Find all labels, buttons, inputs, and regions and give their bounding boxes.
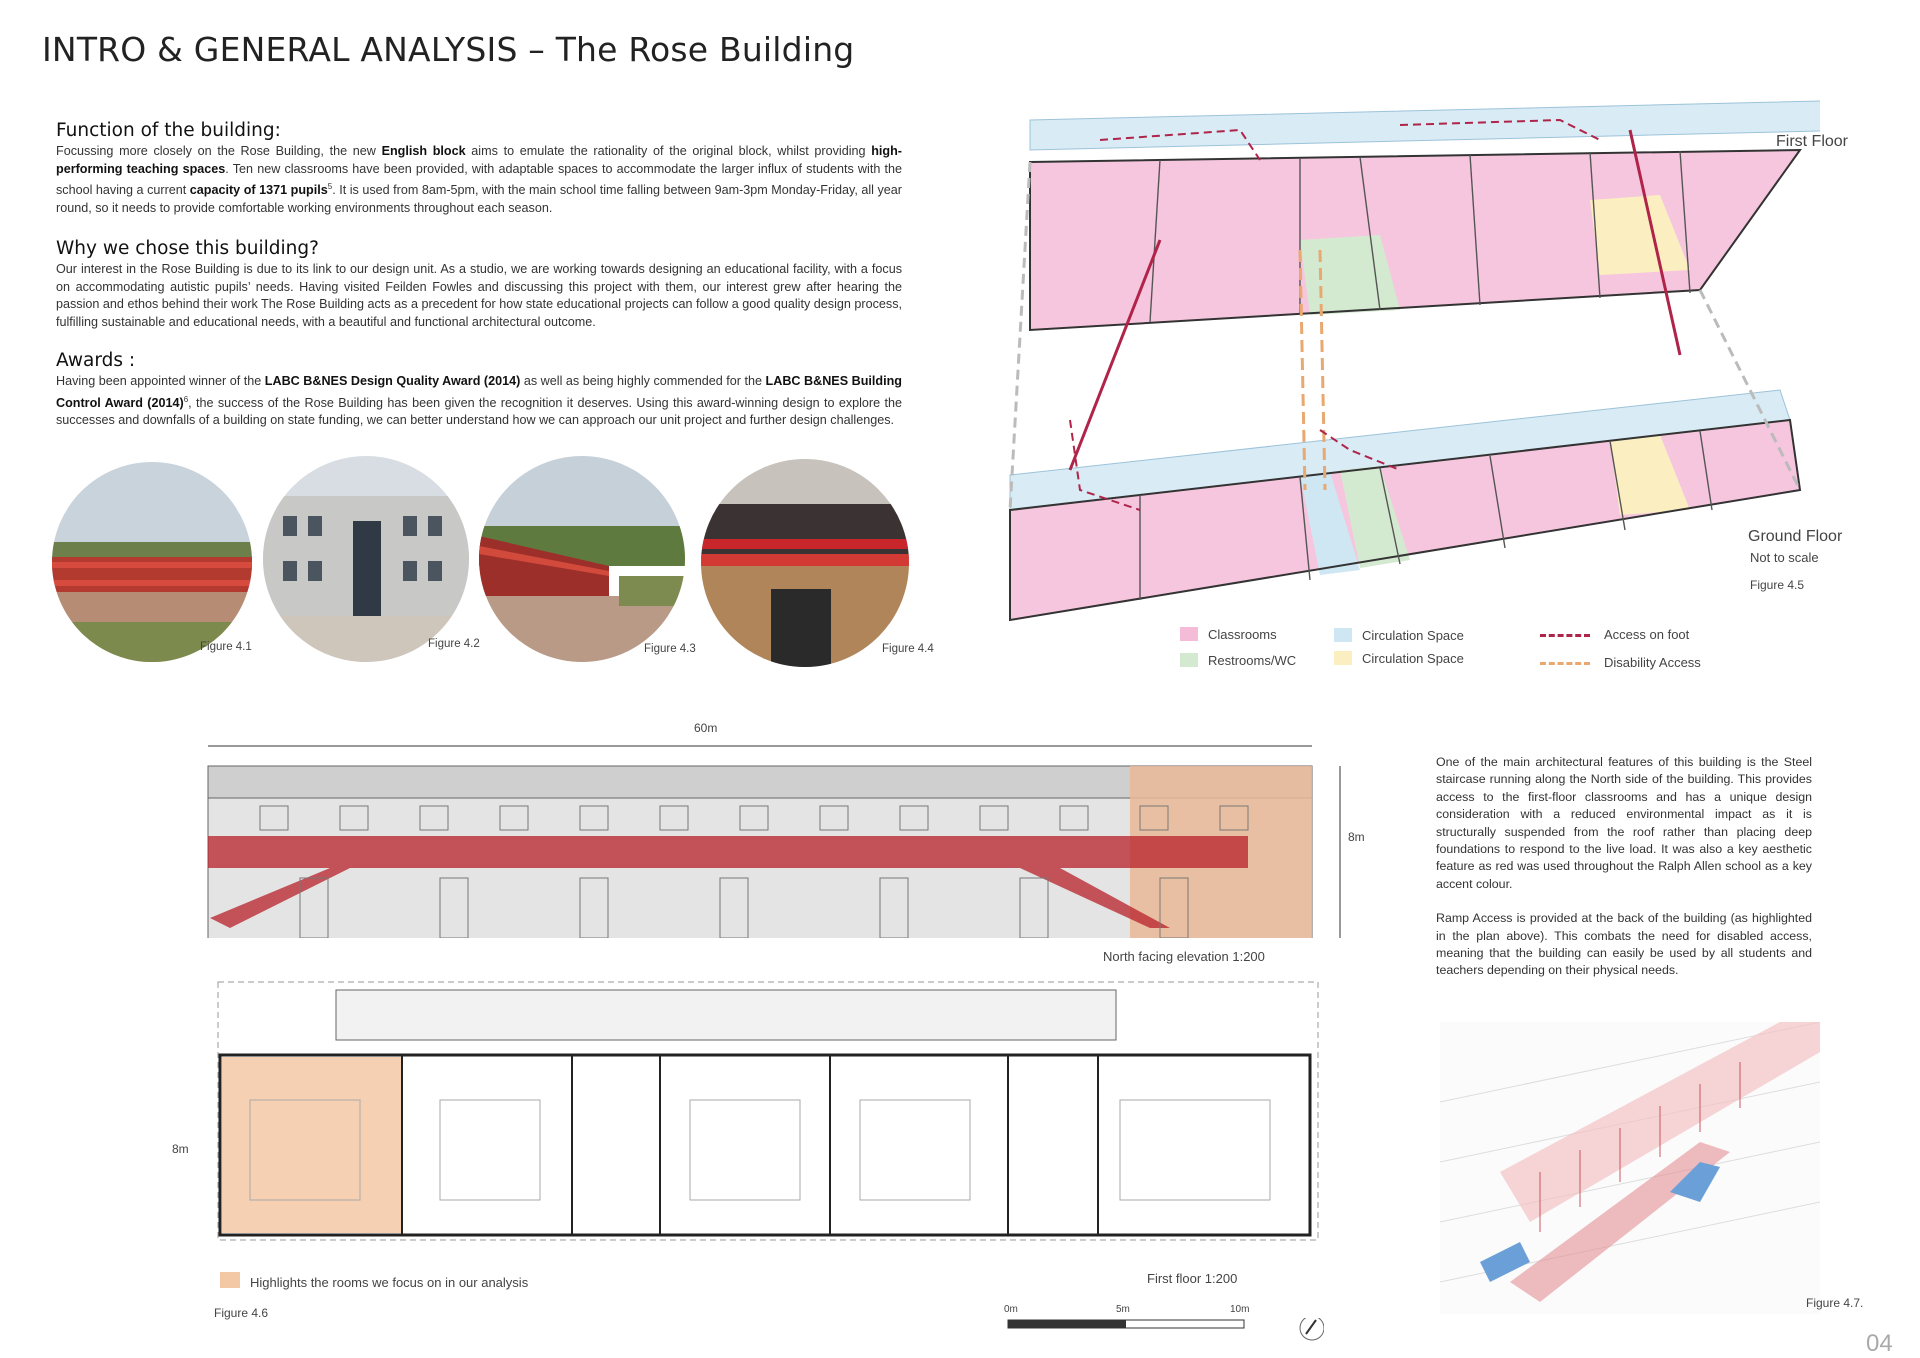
function-text-1: Focussing more closely on the Rose Building, the new: [56, 144, 382, 158]
photo-caption-4-1: Figure 4.1: [200, 641, 252, 653]
description-p1: One of the main architectural features of this building is the Steel staircase running along the North side of the building. This provides access to the first-floor classrooms and has a unique design consideration with a reduced environmental impact as it is structurally suspended from the roof rather than placing deep foundations to respond to the live load. It was also a key aesthetic feature as red was used throughout the Ralph Allen school as a key accent colour.: [1436, 755, 1812, 891]
photo-figure-4-1: [52, 462, 252, 662]
axon-figure-label: Figure 4.5: [1750, 578, 1805, 592]
function-heading: Function of the building:: [56, 120, 281, 141]
page-title: INTRO & GENERAL ANALYSIS – The Rose Building: [42, 30, 855, 69]
legend-circulation-blue-swatch: [1334, 628, 1352, 642]
function-section: [56, 120, 902, 218]
plan-height-dim: 8m: [172, 1142, 189, 1156]
why-text: Our interest in the Rose Building is due to its link to our design unit. As a studio, we are working towards designing an educational facility, with a focus on accommodating autistic pupils’ needs. Having visited Feilden Fowles and discussing this project with them, our interest grew after hearing the passion and ethos behind their work The Rose Building acts as a precedent for how state educational projects can follow a good quality design process, fulfilling sustainable and educational needs, with a beautiful and functional architectural outcome.: [56, 262, 902, 329]
awards-footnote: 6: [183, 394, 189, 404]
plan-caption: First floor 1:200: [1147, 1271, 1238, 1286]
elevation-caption: North facing elevation 1:200: [1103, 949, 1265, 964]
legend-disability: Disability Access: [1604, 655, 1701, 670]
function-footnote: 5: [327, 182, 333, 192]
function-bold-1: English block: [381, 144, 466, 158]
awards-bold-1: LABC B&NES Design Quality Award (2014): [264, 374, 521, 388]
awards-text-3: , the success of the Rose Building has been given the recognition it deserves. Using this award-winning design to explore the successes and downfalls of a building on state funding, we can better understand how we can approach our unit project and further design challenges.: [56, 395, 903, 428]
north-arrow-icon: [1294, 1316, 1322, 1344]
why-section: [56, 238, 902, 331]
photo-figure-4-4: [701, 459, 909, 667]
ground-floor-label: Ground Floor: [1748, 528, 1843, 545]
function-text-3: . Ten new classrooms have been provided, with adaptable spaces to accommodate the larger influx of students with the school having a current: [56, 161, 902, 198]
legend-restrooms-swatch: [1180, 653, 1198, 667]
awards-text-2: as well as being highly commended for the: [520, 374, 766, 388]
legend-access-foot: Access on foot: [1604, 627, 1690, 642]
scale-5: 5m: [1116, 1304, 1130, 1315]
scale-10: 10m: [1230, 1304, 1250, 1315]
elevation-height-dim: 8m: [1348, 830, 1365, 844]
photo-figure-4-3: [479, 456, 685, 662]
legend-circulation-yellow: Circulation Space: [1362, 651, 1464, 666]
first-floor-plan-drawing: [200, 980, 1330, 1265]
legend-circulation-blue: Circulation Space: [1362, 628, 1464, 643]
highlight-legend-text: Highlights the rooms we focus on in our analysis: [250, 1275, 529, 1290]
description-p2: Ramp Access is provided at the back of the building (as highlighted in the plan above). This combats the need for disabled access, meaning that the building can easily be used by all students and teachers depending on their physical needs.: [1436, 911, 1812, 978]
function-text-2: aims to emulate the rationality of the original block, whilst providing: [465, 144, 872, 158]
page-number: 04: [1866, 1330, 1893, 1357]
awards-bold-2: LABC B&NES Building Control Award (2014): [56, 374, 902, 410]
awards-heading: Awards :: [56, 350, 136, 371]
first-floor-label: First Floor: [1776, 133, 1848, 150]
function-text-4: . It is used from 8am-5pm, with the main school time falling between 9am-3pm Monday-Friday, all year round, so it needs to provide comfortable working environments throughout each season.: [56, 183, 902, 215]
legend-classrooms-swatch: [1180, 627, 1198, 641]
function-bold-2: high-performing teaching spaces: [56, 144, 902, 176]
legend-circulation-yellow-swatch: [1334, 651, 1352, 665]
photo-caption-4-3: Figure 4.3: [644, 643, 696, 655]
legend-access-foot-line: [1540, 634, 1590, 637]
legend-disability-line: [1540, 662, 1590, 665]
north-elevation-drawing: [60, 738, 1360, 938]
photo-caption-4-4: Figure 4.4: [882, 643, 934, 655]
elevation-width-dim: 60m: [694, 721, 718, 735]
staircase-illustration: [1440, 1022, 1820, 1314]
stair-figure-label: Figure 4.7.: [1806, 1296, 1864, 1310]
plan-figure-label: Figure 4.6: [214, 1306, 269, 1320]
scale-0: 0m: [1004, 1304, 1018, 1315]
why-heading: Why we chose this building?: [56, 238, 319, 259]
photo-figure-4-2: [263, 456, 469, 662]
axonometric-diagram: [1000, 90, 1820, 650]
legend-restrooms: Restrooms/WC: [1208, 653, 1297, 668]
awards-section: [56, 350, 902, 430]
awards-text-1: Having been appointed winner of the: [56, 374, 265, 388]
function-text: [56, 143, 902, 218]
function-bold-3: capacity of 1371 pupils: [189, 183, 328, 198]
not-to-scale-label: Not to scale: [1750, 550, 1819, 565]
photo-caption-4-2: Figure 4.2: [428, 638, 480, 650]
description-block: [1436, 754, 1812, 997]
highlight-legend-swatch: [220, 1272, 240, 1288]
awards-text: [56, 373, 902, 430]
scale-bar: [1004, 1318, 1324, 1358]
legend-classrooms: Classrooms: [1208, 627, 1277, 642]
